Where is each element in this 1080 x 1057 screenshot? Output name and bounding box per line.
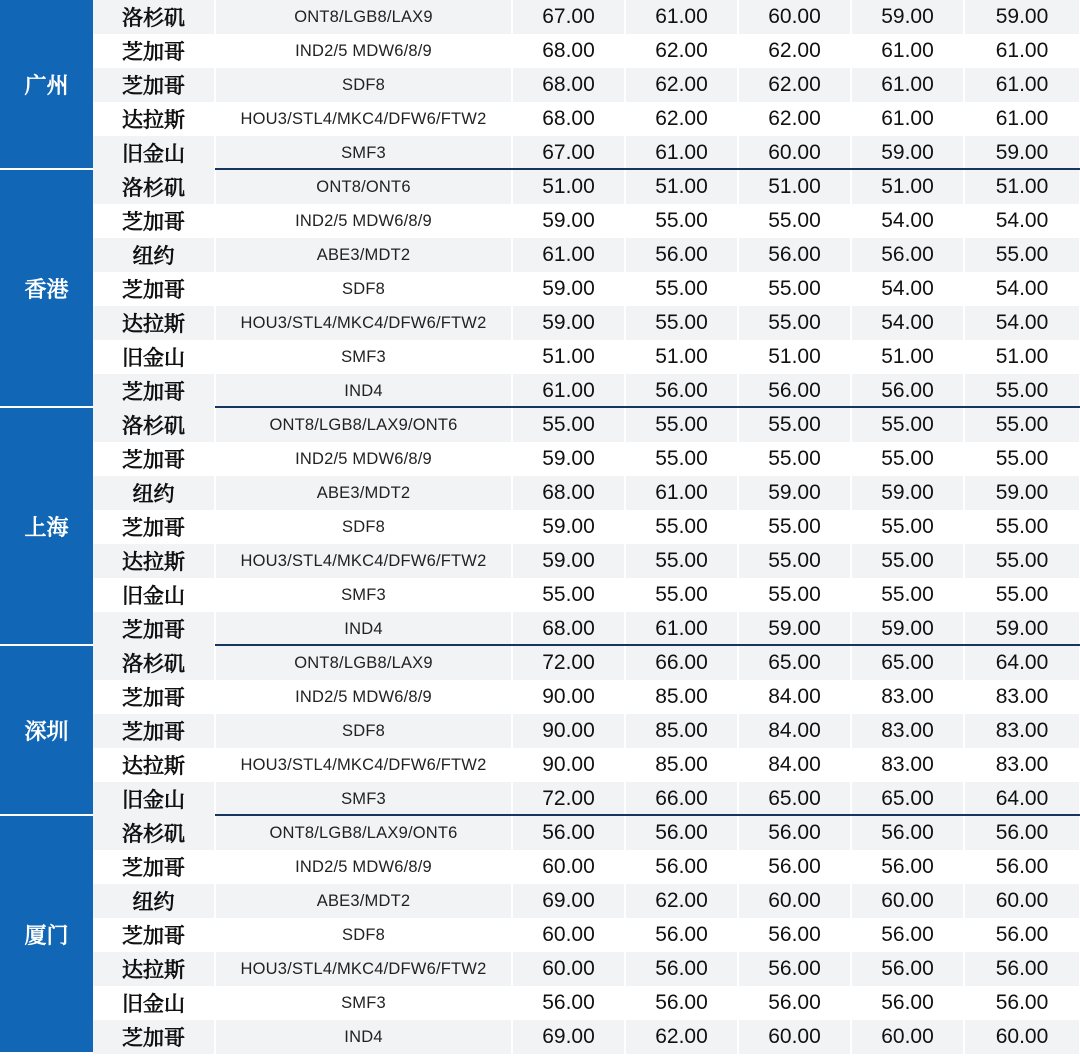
price-cell: 51.00 [626,170,739,204]
price-cell: 59.00 [852,476,965,510]
price-cell: 56.00 [626,816,739,850]
price-cell: 55.00 [739,408,852,442]
table-row [93,68,1080,102]
price-cell: 51.00 [852,340,965,374]
region-label: 香港 [0,170,93,408]
price-cell: 61.00 [513,374,626,408]
price-cell: 83.00 [965,680,1079,714]
warehouse-codes: ONT8/LGB8/LAX9/ONT6 [216,816,513,850]
price-cell: 56.00 [852,374,965,408]
table-row [93,578,1080,612]
price-cell: 51.00 [852,170,965,204]
price-cell: 51.00 [739,170,852,204]
table-row [93,680,1080,714]
price-cell: 61.00 [965,68,1079,102]
warehouse-codes: IND4 [216,1020,513,1054]
region-rows [93,170,1080,408]
destination-city: 纽约 [93,884,216,918]
price-cell: 59.00 [739,476,852,510]
price-cell: 54.00 [852,204,965,238]
price-cell: 60.00 [739,136,852,170]
destination-city: 纽约 [93,238,216,272]
warehouse-codes: HOU3/STL4/MKC4/DFW6/FTW2 [216,748,513,782]
price-cell: 55.00 [965,408,1079,442]
price-cell: 56.00 [626,952,739,986]
warehouse-codes: ONT8/LGB8/LAX9/ONT6 [216,408,513,442]
price-cell: 62.00 [626,102,739,136]
price-cell: 55.00 [513,578,626,612]
price-cell: 84.00 [739,680,852,714]
price-cell: 56.00 [739,850,852,884]
warehouse-codes: ONT8/LGB8/LAX9 [216,0,513,34]
region-group [0,408,1080,646]
price-cell: 59.00 [513,204,626,238]
price-cell: 68.00 [513,68,626,102]
table-row [93,986,1080,1020]
price-cell: 59.00 [965,0,1079,34]
price-cell: 54.00 [965,272,1079,306]
price-cell: 61.00 [965,102,1079,136]
destination-city: 芝加哥 [93,204,216,238]
price-cell: 56.00 [739,986,852,1020]
destination-city: 芝加哥 [93,374,216,408]
price-cell: 51.00 [965,340,1079,374]
price-cell: 59.00 [965,612,1079,646]
price-cell: 55.00 [739,204,852,238]
price-cell: 67.00 [513,136,626,170]
warehouse-codes: IND4 [216,374,513,408]
price-cell: 56.00 [852,816,965,850]
price-cell: 72.00 [513,646,626,680]
destination-city: 旧金山 [93,578,216,612]
price-cell: 55.00 [626,408,739,442]
price-cell: 55.00 [626,442,739,476]
price-cell: 61.00 [626,0,739,34]
price-cell: 62.00 [626,1020,739,1054]
warehouse-codes: SDF8 [216,714,513,748]
price-cell: 56.00 [852,986,965,1020]
warehouse-codes: SDF8 [216,918,513,952]
table-row [93,170,1080,204]
price-cell: 62.00 [626,34,739,68]
table-row [93,306,1080,340]
table-row [93,782,1080,816]
warehouse-codes: IND2/5 MDW6/8/9 [216,680,513,714]
price-cell: 60.00 [965,1020,1079,1054]
price-cell: 55.00 [965,510,1079,544]
destination-city: 达拉斯 [93,306,216,340]
price-cell: 56.00 [739,816,852,850]
price-cell: 61.00 [513,238,626,272]
price-cell: 56.00 [965,816,1079,850]
price-cell: 60.00 [513,952,626,986]
warehouse-codes: HOU3/STL4/MKC4/DFW6/FTW2 [216,102,513,136]
price-cell: 55.00 [626,510,739,544]
table-row [93,612,1080,646]
destination-city: 芝加哥 [93,714,216,748]
price-cell: 60.00 [739,1020,852,1054]
destination-city: 纽约 [93,476,216,510]
region-group [0,170,1080,408]
table-row [93,136,1080,170]
price-cell: 56.00 [965,850,1079,884]
region-label: 深圳 [0,646,93,816]
price-cell: 59.00 [965,476,1079,510]
price-cell: 56.00 [965,986,1079,1020]
price-cell: 55.00 [852,510,965,544]
price-cell: 55.00 [626,306,739,340]
region-label: 广州 [0,0,93,170]
price-cell: 51.00 [739,340,852,374]
price-cell: 65.00 [739,782,852,816]
price-cell: 60.00 [852,884,965,918]
destination-city: 芝加哥 [93,680,216,714]
warehouse-codes: ABE3/MDT2 [216,884,513,918]
table-row [93,340,1080,374]
warehouse-codes: IND2/5 MDW6/8/9 [216,204,513,238]
price-cell: 59.00 [513,306,626,340]
table-row [93,646,1080,680]
destination-city: 旧金山 [93,782,216,816]
price-cell: 51.00 [626,340,739,374]
price-cell: 59.00 [852,0,965,34]
destination-city: 旧金山 [93,340,216,374]
table-row [93,0,1080,34]
destination-city: 洛杉矶 [93,0,216,34]
warehouse-codes: ABE3/MDT2 [216,476,513,510]
price-cell: 51.00 [965,170,1079,204]
table-row [93,34,1080,68]
price-cell: 85.00 [626,680,739,714]
destination-city: 芝加哥 [93,68,216,102]
price-cell: 60.00 [852,1020,965,1054]
price-cell: 64.00 [965,782,1079,816]
price-cell: 54.00 [965,204,1079,238]
destination-city: 芝加哥 [93,34,216,68]
price-cell: 55.00 [965,442,1079,476]
price-cell: 55.00 [626,272,739,306]
price-cell: 85.00 [626,714,739,748]
destination-city: 洛杉矶 [93,170,216,204]
warehouse-codes: IND4 [216,612,513,646]
price-cell: 60.00 [513,850,626,884]
price-cell: 60.00 [513,918,626,952]
price-cell: 59.00 [852,612,965,646]
price-cell: 68.00 [513,102,626,136]
table-row [93,544,1080,578]
price-cell: 84.00 [739,748,852,782]
region-group [0,816,1080,1054]
price-cell: 83.00 [965,714,1079,748]
price-cell: 61.00 [852,102,965,136]
region-rows [93,816,1080,1054]
table-row [93,238,1080,272]
table-row [93,442,1080,476]
price-cell: 55.00 [739,442,852,476]
price-cell: 59.00 [513,272,626,306]
price-cell: 56.00 [626,374,739,408]
destination-city: 达拉斯 [93,544,216,578]
destination-city: 旧金山 [93,986,216,1020]
destination-city: 芝加哥 [93,850,216,884]
price-cell: 84.00 [739,714,852,748]
price-cell: 65.00 [852,646,965,680]
price-cell: 55.00 [513,408,626,442]
price-cell: 59.00 [852,136,965,170]
table-row [93,918,1080,952]
price-cell: 66.00 [626,646,739,680]
price-cell: 55.00 [965,238,1079,272]
price-cell: 62.00 [739,102,852,136]
price-cell: 61.00 [965,34,1079,68]
price-cell: 56.00 [965,952,1079,986]
warehouse-codes: IND2/5 MDW6/8/9 [216,850,513,884]
price-cell: 60.00 [739,884,852,918]
region-rows [93,646,1080,816]
price-cell: 56.00 [739,238,852,272]
table-row [93,816,1080,850]
price-cell: 56.00 [852,850,965,884]
price-cell: 69.00 [513,884,626,918]
destination-city: 旧金山 [93,136,216,170]
warehouse-codes: SMF3 [216,136,513,170]
price-cell: 56.00 [513,816,626,850]
price-cell: 56.00 [739,952,852,986]
price-cell: 68.00 [513,34,626,68]
price-cell: 69.00 [513,1020,626,1054]
destination-city: 洛杉矶 [93,816,216,850]
warehouse-codes: SMF3 [216,578,513,612]
warehouse-codes: SMF3 [216,986,513,1020]
warehouse-codes: HOU3/STL4/MKC4/DFW6/FTW2 [216,306,513,340]
table-row [93,374,1080,408]
region-group [0,646,1080,816]
price-cell: 61.00 [626,612,739,646]
price-cell: 66.00 [626,782,739,816]
price-cell: 56.00 [965,918,1079,952]
price-cell: 56.00 [626,850,739,884]
table-row [93,714,1080,748]
destination-city: 达拉斯 [93,102,216,136]
price-cell: 55.00 [739,544,852,578]
warehouse-codes: SDF8 [216,510,513,544]
region-rows [93,408,1080,646]
price-cell: 62.00 [739,68,852,102]
price-cell: 55.00 [965,544,1079,578]
region-rows [93,0,1080,170]
price-cell: 59.00 [965,136,1079,170]
price-cell: 64.00 [965,646,1079,680]
table-row [93,952,1080,986]
table-row [93,408,1080,442]
price-cell: 56.00 [513,986,626,1020]
destination-city: 洛杉矶 [93,646,216,680]
price-cell: 59.00 [739,612,852,646]
price-cell: 90.00 [513,748,626,782]
price-cell: 62.00 [626,68,739,102]
price-cell: 54.00 [965,306,1079,340]
price-cell: 55.00 [852,544,965,578]
price-cell: 55.00 [739,306,852,340]
price-cell: 56.00 [739,374,852,408]
region-label: 上海 [0,408,93,646]
warehouse-codes: ONT8/LGB8/LAX9 [216,646,513,680]
price-cell: 56.00 [739,918,852,952]
price-cell: 55.00 [965,578,1079,612]
price-cell: 59.00 [513,544,626,578]
destination-city: 达拉斯 [93,952,216,986]
price-cell: 83.00 [852,748,965,782]
price-cell: 61.00 [626,476,739,510]
warehouse-codes: SDF8 [216,68,513,102]
table-row [93,272,1080,306]
price-cell: 55.00 [852,578,965,612]
warehouse-codes: SDF8 [216,272,513,306]
table-row [93,102,1080,136]
price-cell: 56.00 [852,952,965,986]
destination-city: 洛杉矶 [93,408,216,442]
price-cell: 83.00 [852,714,965,748]
warehouse-codes: HOU3/STL4/MKC4/DFW6/FTW2 [216,544,513,578]
warehouse-codes: HOU3/STL4/MKC4/DFW6/FTW2 [216,952,513,986]
price-cell: 51.00 [513,170,626,204]
price-cell: 56.00 [852,918,965,952]
price-cell: 55.00 [852,442,965,476]
price-cell: 61.00 [852,34,965,68]
price-cell: 56.00 [626,238,739,272]
price-cell: 54.00 [852,272,965,306]
price-cell: 56.00 [626,918,739,952]
destination-city: 芝加哥 [93,272,216,306]
table-row [93,476,1080,510]
warehouse-codes: SMF3 [216,782,513,816]
price-cell: 55.00 [626,578,739,612]
price-cell: 55.00 [626,544,739,578]
destination-city: 芝加哥 [93,510,216,544]
price-cell: 55.00 [739,510,852,544]
table-row [93,510,1080,544]
price-cell: 83.00 [852,680,965,714]
warehouse-codes: ABE3/MDT2 [216,238,513,272]
warehouse-codes: IND2/5 MDW6/8/9 [216,34,513,68]
table-row [93,884,1080,918]
destination-city: 达拉斯 [93,748,216,782]
table-row [93,850,1080,884]
price-cell: 60.00 [965,884,1079,918]
price-cell: 62.00 [626,884,739,918]
price-cell: 56.00 [626,986,739,1020]
price-cell: 68.00 [513,476,626,510]
price-cell: 65.00 [739,646,852,680]
price-cell: 67.00 [513,0,626,34]
region-label: 厦门 [0,816,93,1054]
price-cell: 62.00 [739,34,852,68]
destination-city: 芝加哥 [93,612,216,646]
price-cell: 51.00 [513,340,626,374]
table-row [93,1020,1080,1054]
price-cell: 68.00 [513,612,626,646]
price-cell: 59.00 [513,442,626,476]
price-cell: 72.00 [513,782,626,816]
price-cell: 61.00 [626,136,739,170]
destination-city: 芝加哥 [93,918,216,952]
warehouse-codes: IND2/5 MDW6/8/9 [216,442,513,476]
table-row [93,204,1080,238]
warehouse-codes: SMF3 [216,340,513,374]
price-cell: 90.00 [513,714,626,748]
price-cell: 90.00 [513,680,626,714]
price-cell: 85.00 [626,748,739,782]
price-cell: 60.00 [739,0,852,34]
price-cell: 55.00 [739,272,852,306]
price-cell: 61.00 [852,68,965,102]
warehouse-codes: ONT8/ONT6 [216,170,513,204]
price-cell: 55.00 [852,408,965,442]
price-cell: 54.00 [852,306,965,340]
region-group [0,0,1080,170]
price-cell: 83.00 [965,748,1079,782]
price-cell: 55.00 [965,374,1079,408]
price-cell: 65.00 [852,782,965,816]
price-cell: 56.00 [852,238,965,272]
destination-city: 芝加哥 [93,1020,216,1054]
price-cell: 55.00 [626,204,739,238]
destination-city: 芝加哥 [93,442,216,476]
table-row [93,748,1080,782]
price-cell: 55.00 [739,578,852,612]
price-cell: 59.00 [513,510,626,544]
